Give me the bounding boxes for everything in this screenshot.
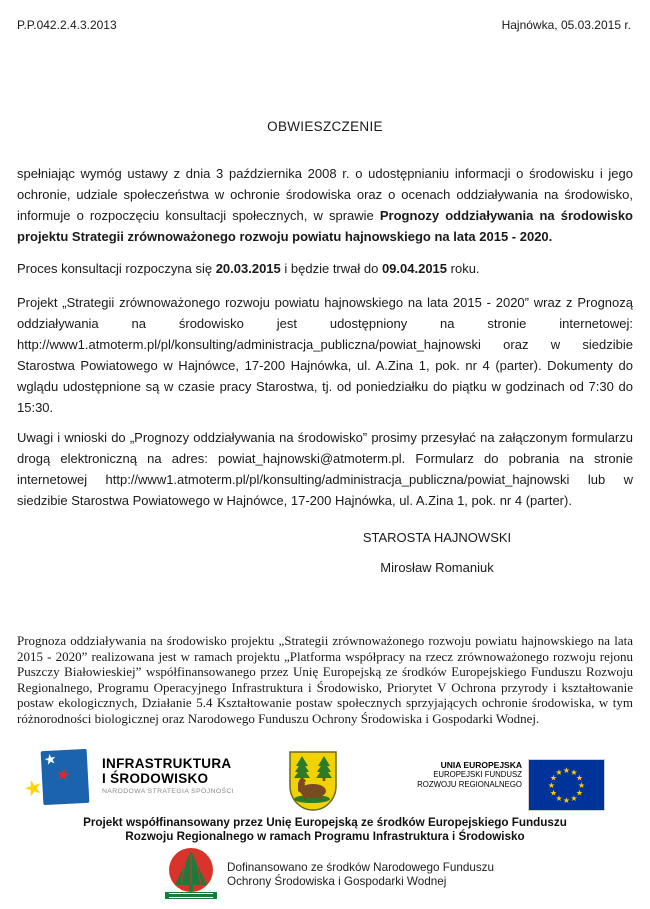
svg-text:★: ★ <box>555 794 563 803</box>
svg-text:★: ★ <box>555 768 563 777</box>
document-header <box>17 18 631 32</box>
nss-logo-text <box>102 756 272 795</box>
svg-text:★: ★ <box>562 766 571 775</box>
svg-text:★: ★ <box>570 794 578 803</box>
hajnowka-county-crest-icon <box>288 750 338 812</box>
project-footnote: Prognoza oddziaływania na środowisko projektu „Strategii zrównoważonego rozwoju powiatu hajnowskiego na lata 2015 - 2020” realizowana jest w ramach projektu „Platforma współpracy na rzecz zrównoważonego rozwoju rejonu Puszczy Białowieskiej” współfinansowanego przez Unię Europejską ze środków Europejskiego Funduszu Rozwoju Regionalnego, Programu Operacyjnego Infrastruktura i Środowisko, Priorytet V Ochrona przyrody i kształtowanie postaw ekologicznych, Działanie 5.4 Kształtowanie postaw społecznych sprzyjających ochronie środowiska, w tym różnorodności biologicznej oraz Narodowego Funduszu Ochrony Środowiska i Gospodarki Wodnej. <box>17 633 633 726</box>
svg-text:★: ★ <box>547 781 556 790</box>
dates-text-1: Proces konsultacji rozpoczyna się <box>17 261 216 276</box>
dates-text-2: i będzie trwał do <box>280 261 382 276</box>
nfos-row <box>165 847 537 903</box>
start-date: 20.03.2015 <box>215 261 281 276</box>
paragraph-intro <box>17 163 633 247</box>
nss-line1: INFRASTRUKTURA <box>102 756 232 771</box>
eu-logo-text <box>404 760 522 789</box>
reference-number: P.P.042.2.4.3.2013 <box>17 18 117 32</box>
end-date: 09.04.2015 <box>381 261 448 276</box>
eu-line2: EUROPEJSKI FUNDUSZ <box>433 770 522 779</box>
nfosigw-logo-icon <box>165 847 217 903</box>
svg-text:★: ★ <box>570 768 578 777</box>
svg-text:★: ★ <box>575 788 584 798</box>
svg-text:★: ★ <box>575 773 584 783</box>
svg-text:★: ★ <box>549 773 558 783</box>
paragraph-dates <box>17 258 633 279</box>
place-and-date: Hajnówka, 05.03.2015 r. <box>501 18 631 32</box>
nss-line2: I ŚRODOWISKO <box>102 771 209 786</box>
eu-line3: ROZWOJU REGIONALNEGO <box>417 779 522 789</box>
svg-text:★: ★ <box>549 788 558 798</box>
svg-text:★: ★ <box>577 781 586 790</box>
red-star-icon: ★ <box>54 766 72 785</box>
nss-line3: NARODOWA STRATEGIA SPÓJNOŚCI <box>102 788 235 795</box>
svg-text:★: ★ <box>562 796 571 805</box>
dates-text-3: roku. <box>447 261 480 276</box>
signature-title: STAROSTA HAJNOWSKI <box>362 530 512 545</box>
cofinance-statement: Projekt współfinansowany przez Unię Europejską ze środków Europejskiego Funduszu Rozwoju Regionalnego w ramach Programu Infrastruktura i Środowisko <box>83 816 567 843</box>
nfos-statement: Dofinansowano ze środków Narodowego Funduszu Ochrony Środowiska i Gospodarki Wodnej <box>227 861 495 888</box>
paragraph-intro-text: spełniając wymóg ustawy z dnia 3 października 2008 r. o udostępnianiu informacji o środowisku i jego ochronie, udziale społeczeństwa w ochronie środowiska oraz o ocenach oddziaływania na środowisko, informuje o rozpoczęciu konsultacji społecznych, w sprawie <box>17 166 633 223</box>
signature-name: Mirosław Romaniuk <box>380 560 494 575</box>
paragraph-intro-bold: Prognozy oddziaływania na środowisko projektu Strategii zrównoważonego rozwoju powiatu hajnowskiego na lata 2015 - 2020. <box>17 208 633 244</box>
eu-line1: UNIA EUROPEJSKA <box>440 760 522 770</box>
yellow-star-icon: ★ <box>20 774 46 803</box>
paragraph-remarks: Uwagi i wnioski do „Prognozy oddziaływania na środowisko” prosimy przesyłać na załączonym formularzu drogą elektroniczną na adres: powiat_hajnowski@atmoterm.pl. Formularz do pobrania na stronie internetowej http://www1.atmoterm.pl/pl/konsulting/administracja_publiczna/powiat_hajnowski lub w siedzibie Starostwa Powiatowego w Hajnówce, 17-200 Hajnówka, ul. A.Zina 1, pok. nr 4 (parter). <box>17 430 633 508</box>
paragraph-availability: Projekt „Strategii zrównoważonego rozwoju powiatu hajnowskiego na lata 2015 - 2020” wraz z Prognozą oddziaływania na środowisko jest udostępniony na stronie internetowej: http://www1.atmoterm.pl/pl/konsulting/administracja_publiczna/powiat_hajnowski oraz w siedzibie Starostwa Powiatowego w Hajnówce, 17-200 Hajnówka, ul. A.Zina 1, pok. nr 4 (parter). Dokumenty do wglądu udostępnione są w czasie pracy Starostwa, tj. od poniedziałku do piątku w godzinach od 7:30 do 15:30. <box>17 295 633 415</box>
page-title: OBWIESZCZENIE <box>267 119 383 134</box>
logo-row <box>0 748 650 812</box>
nss-flag-logo <box>20 749 98 808</box>
eu-flag-icon <box>528 759 605 811</box>
white-star-icon: ★ <box>42 749 59 769</box>
